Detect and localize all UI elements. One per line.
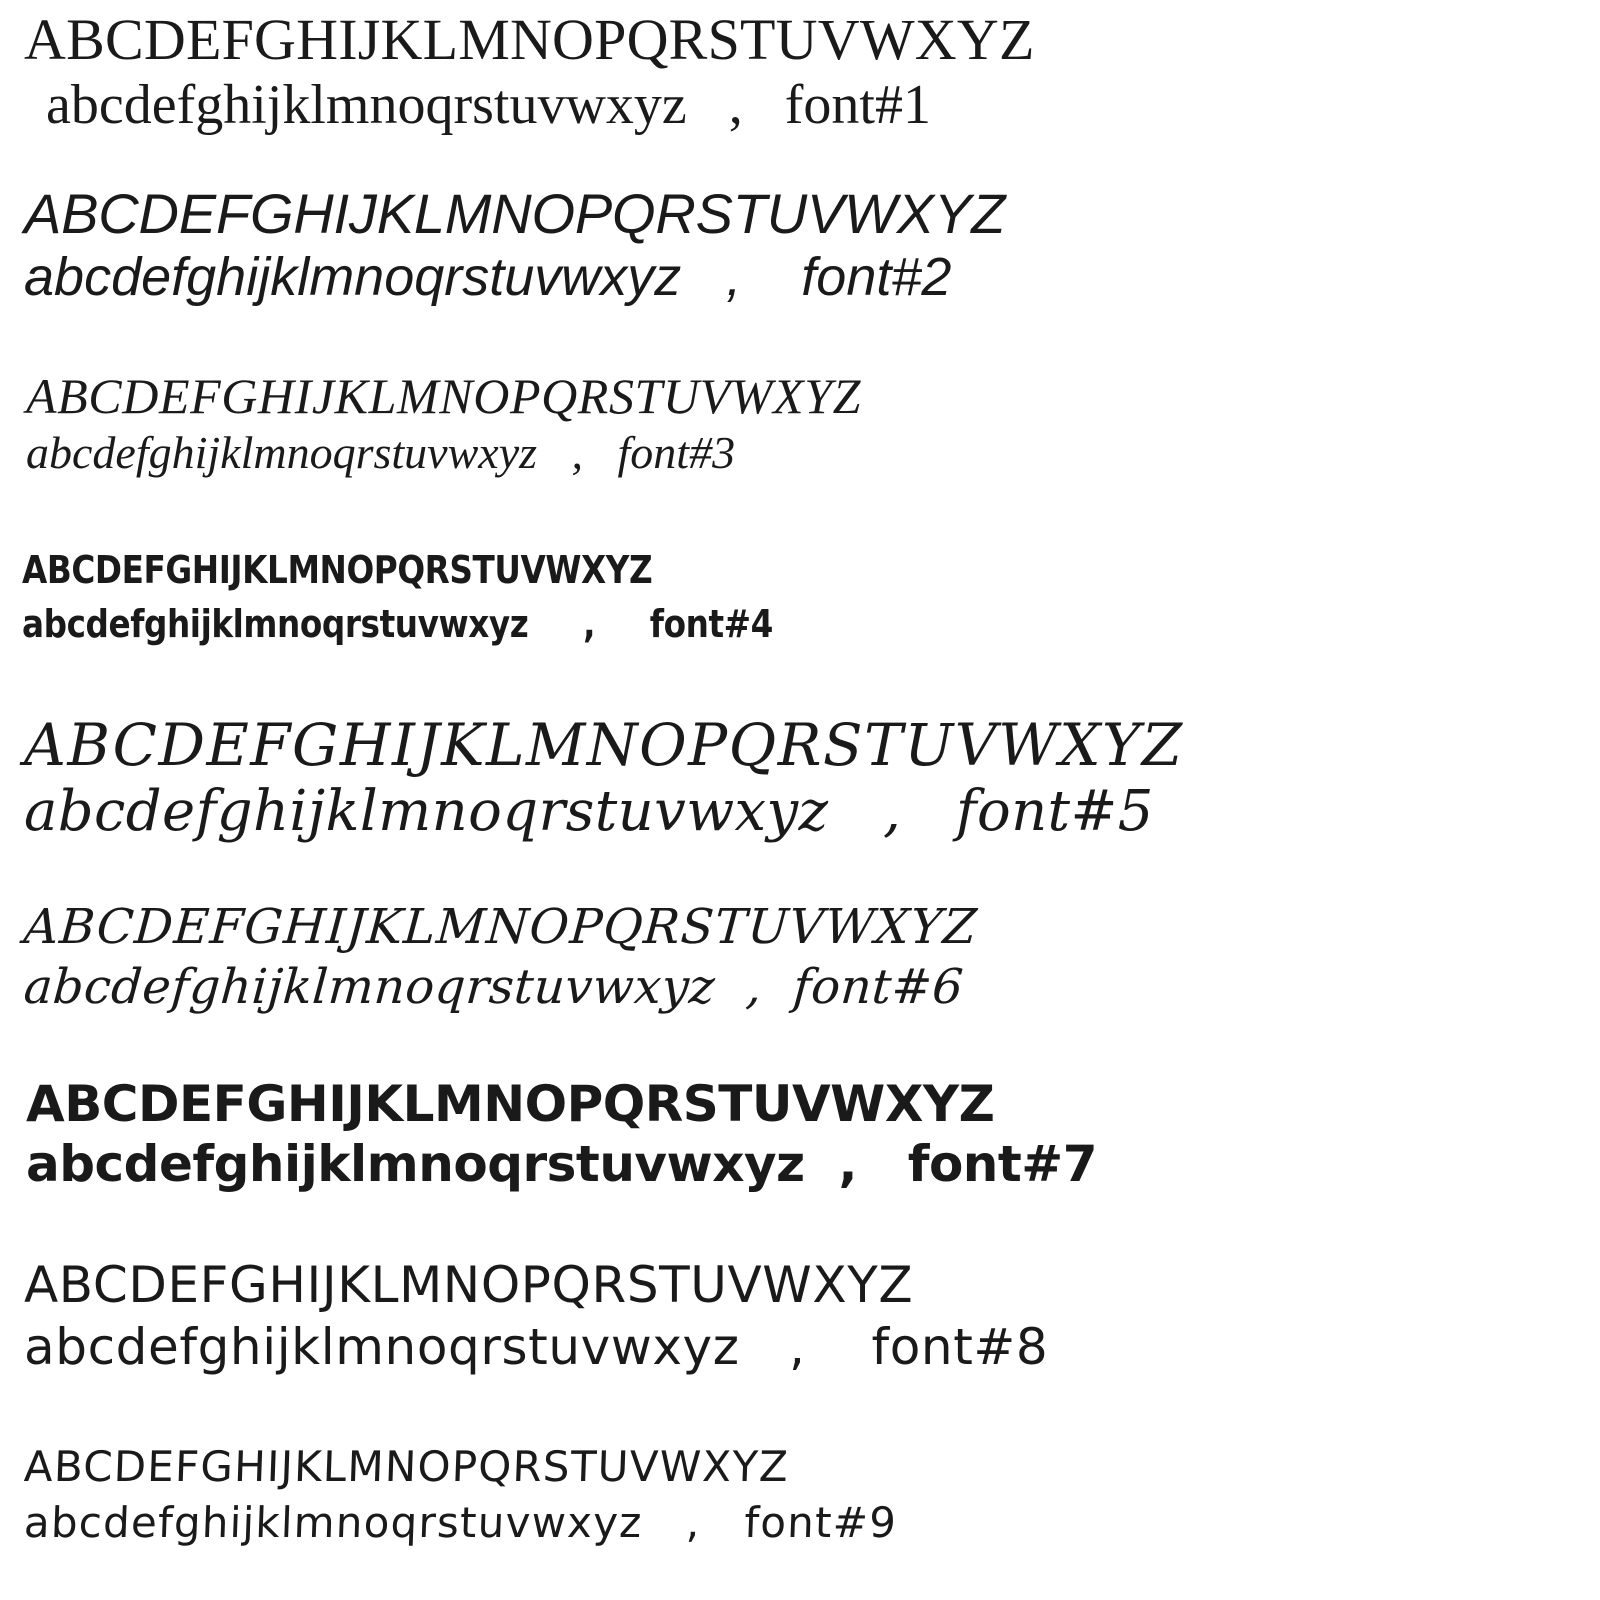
lowercase-alphabet-line: abcdefghijklmnoqrstuvwxyz , font#7 xyxy=(26,1135,1097,1193)
uppercase-alphabet-line: ABCDEFGHIJKLMNOPQRSTUVWXYZ xyxy=(24,1256,914,1314)
lowercase-alphabet-line: abcdefghijklmnoqrstuvwxyz , font#2 xyxy=(24,247,952,307)
font-specimen-3 xyxy=(26,368,861,482)
font-specimen-7 xyxy=(26,1075,1097,1195)
uppercase-alphabet-line: ABCDEFGHIJKLMNOPQRSTUVWXYZ xyxy=(26,1075,995,1133)
font-specimen-9 xyxy=(24,1440,897,1552)
font-specimen-2 xyxy=(24,183,1005,309)
lowercase-alphabet-line: abcdefghijklmnoqrstuvwxyz , font#4 xyxy=(22,602,773,646)
font-specimen-6 xyxy=(22,898,980,1018)
lowercase-alphabet-line: abcdefghijklmnoqrstuvwxyz , font#6 xyxy=(22,959,966,1015)
font-specimen-1 xyxy=(24,8,1035,138)
uppercase-alphabet-line: ABCDEFGHIJKLMNOPQRSTUVWXYZ xyxy=(23,1442,790,1491)
lowercase-alphabet-line: abcdefghijklmnoqrstuvwxyz , font#8 xyxy=(24,1318,1049,1376)
uppercase-alphabet-line: ABCDEFGHIJKLMNOPQRSTUVWXYZ xyxy=(24,7,1035,72)
uppercase-alphabet-line: ABCDEFGHIJKLMNOPQRSTUVWXYZ xyxy=(22,899,980,955)
uppercase-alphabet-line: ABCDEFGHIJKLMNOPQRSTUVWXYZ xyxy=(26,368,862,424)
lowercase-alphabet-line: abcdefghijklmnoqrstuvwxyz , font#9 xyxy=(23,1498,898,1547)
uppercase-alphabet-line: ABCDEFGHIJKLMNOPQRSTUVWXYZ xyxy=(24,182,1006,245)
font-specimen-8 xyxy=(24,1255,1048,1379)
font-specimen-4 xyxy=(22,545,895,653)
lowercase-alphabet-line: abcdefghijklmnoqrstuvwxyz , font#5 xyxy=(24,779,1154,844)
uppercase-alphabet-line: ABCDEFGHIJKLMNOPQRSTUVWXYZ xyxy=(22,548,653,592)
font-specimen-5 xyxy=(24,712,1184,846)
lowercase-alphabet-line: abcdefghijklmnoqrstuvwxyz , font#1 xyxy=(32,74,931,136)
uppercase-alphabet-line: ABCDEFGHIJKLMNOPQRSTUVWXYZ xyxy=(24,711,1184,779)
lowercase-alphabet-line: abcdefghijklmnoqrstuvwxyz , font#3 xyxy=(26,427,736,478)
